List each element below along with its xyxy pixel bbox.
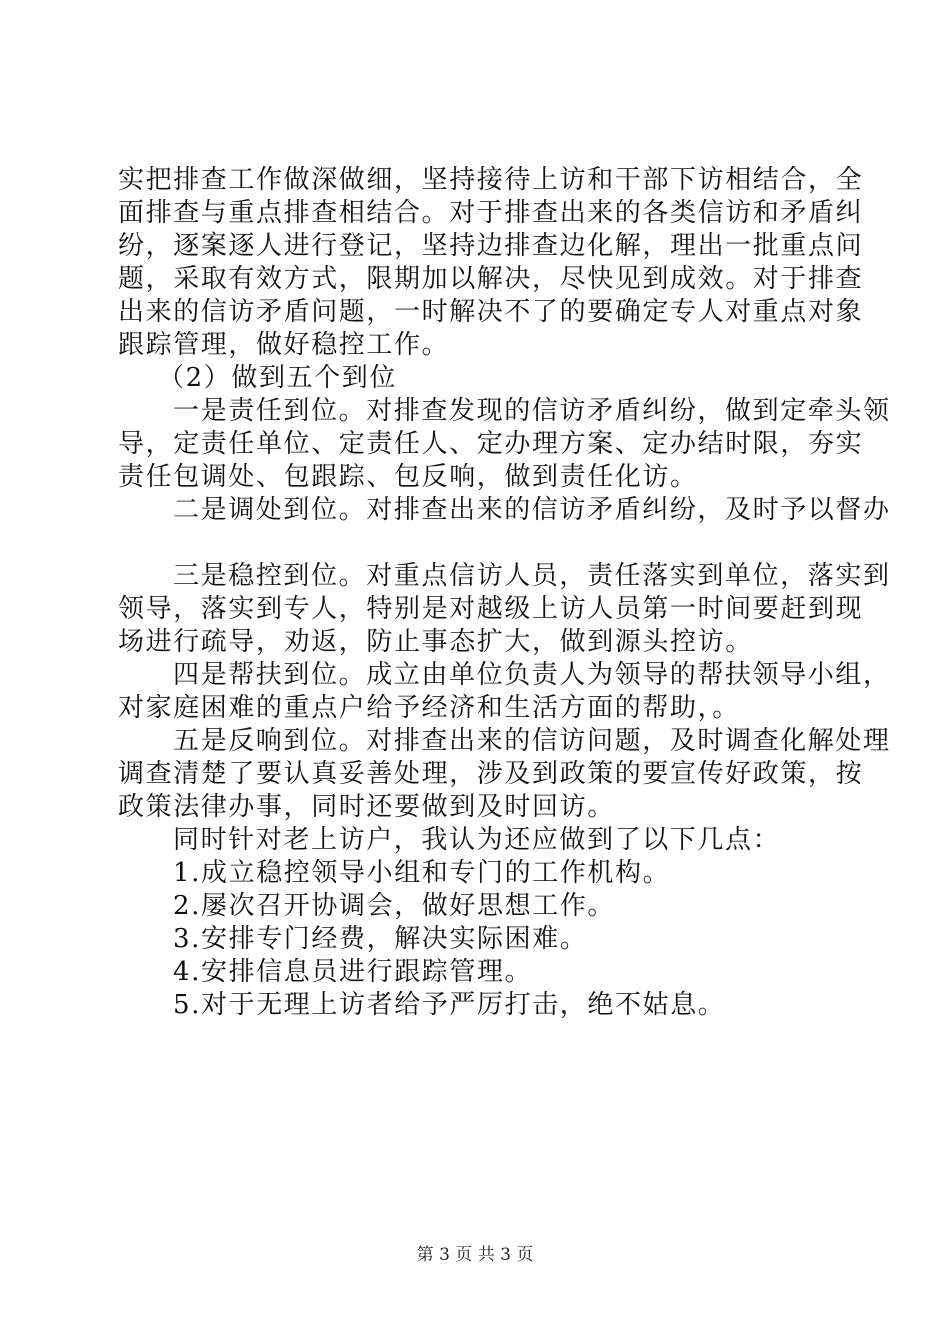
paragraph-line: 纷，逐案逐人进行登记，坚持边排查边化解，理出一批重点问 bbox=[118, 231, 864, 261]
section-heading: （2）做到五个到位 bbox=[158, 363, 397, 393]
paragraph-line: 对家庭困难的重点户给予经济和生活方面的帮助，。 bbox=[118, 693, 740, 723]
paragraph-line: 面排查与重点排查相结合。对于排查出来的各类信访和矛盾纠 bbox=[118, 198, 864, 228]
list-item: 5.对于无理上访者给予严厉打击，绝不姑息。 bbox=[173, 990, 726, 1020]
paragraph-line: 四是帮扶到位。成立由单位负责人为领导的帮扶领导小组， bbox=[173, 660, 891, 690]
paragraph-line: 三是稳控到位。对重点信访人员，责任落实到单位，落实到 bbox=[173, 561, 891, 591]
list-item: 1.成立稳控领导小组和专门的工作机构。 bbox=[173, 858, 671, 888]
paragraph-line: 实把排查工作做深做细，坚持接待上访和干部下访相结合，全 bbox=[118, 165, 864, 195]
blank-line bbox=[118, 527, 838, 560]
list-item: 2.屡次召开协调会，做好思想工作。 bbox=[173, 891, 616, 921]
page-number-footer: 第 3 页 共 3 页 bbox=[416, 1245, 534, 1265]
paragraph-line: 五是反响到位。对排查出来的信访问题，及时调查化解处理 bbox=[173, 726, 891, 756]
paragraph-line: 场进行疏导，劝返，防止事态扩大，做到源头控访。 bbox=[118, 627, 753, 657]
paragraph-line: 政策法律办事，同时还要做到及时回访。 bbox=[118, 792, 615, 822]
document-body bbox=[118, 164, 891, 1022]
paragraph-line: 调查清楚了要认真妥善处理，涉及到政策的要宣传好政策，按 bbox=[118, 759, 864, 789]
paragraph-line: 领导，落实到专人，特别是对越级上访人员第一时间要赶到现 bbox=[118, 594, 864, 624]
paragraph-line: 导，定责任单位、定责任人、定办理方案、定办结时限，夯实 bbox=[118, 429, 864, 459]
paragraph-line: 同时针对老上访户，我认为还应做到了以下几点： bbox=[173, 825, 781, 855]
paragraph-line: 出来的信访矛盾问题，一时解决不了的要确定专人对重点对象 bbox=[118, 297, 864, 327]
paragraph-line: 题，采取有效方式，限期加以解决，尽快见到成效。对于排查 bbox=[118, 264, 864, 294]
paragraph-line: 跟踪管理，做好稳控工作。 bbox=[118, 330, 450, 360]
paragraph-line: 二是调处到位。对排查出来的信访矛盾纠纷，及时予以督办 bbox=[173, 495, 891, 525]
list-item: 3.安排专门经费，解决实际困难。 bbox=[173, 924, 588, 954]
paragraph-line: 一是责任到位。对排查发现的信访矛盾纠纷，做到定牵头领 bbox=[173, 396, 891, 426]
paragraph-line: 责任包调处、包跟踪、包反响，做到责任化访。 bbox=[118, 462, 698, 492]
list-item: 4.安排信息员进行跟踪管理。 bbox=[173, 957, 533, 987]
